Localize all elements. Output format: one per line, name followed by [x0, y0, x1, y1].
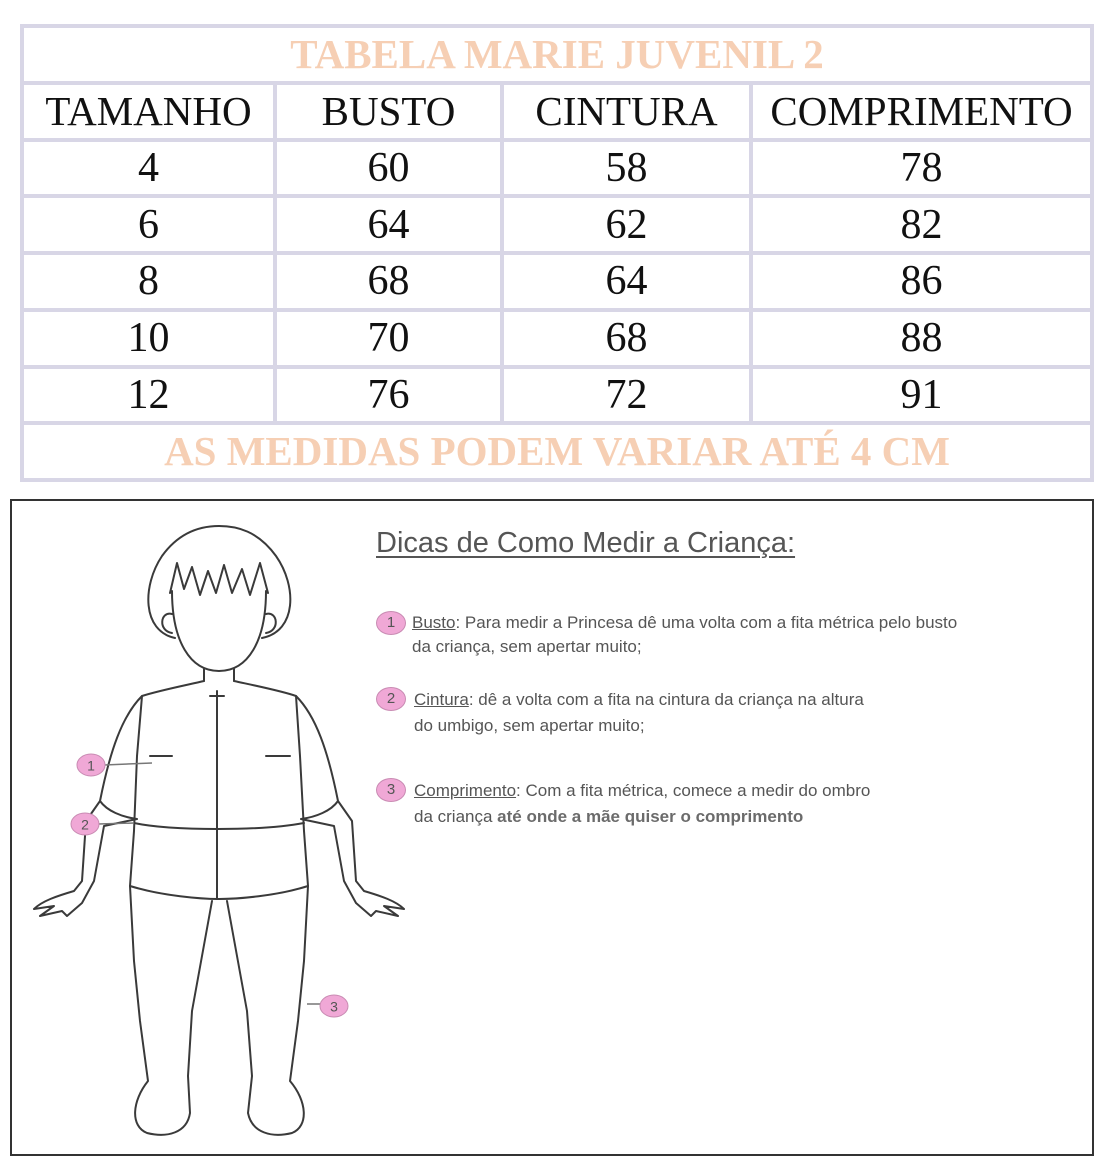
cell-busto: 70	[275, 310, 502, 367]
marker-1-number: 1	[87, 757, 95, 774]
leg-left	[130, 886, 212, 1135]
cell-tamanho: 6	[22, 196, 275, 253]
header-comprimento: COMPRIMENTO	[751, 83, 1092, 140]
cell-comprimento: 86	[751, 253, 1092, 310]
child-outline-illustration	[12, 501, 432, 1154]
cell-cintura: 72	[502, 367, 751, 424]
marker-1	[77, 754, 105, 776]
marker-3-number: 3	[330, 998, 338, 1015]
tip-text-start: da criança	[414, 807, 498, 826]
cell-busto: 68	[275, 253, 502, 310]
table-row	[22, 367, 1092, 424]
cell-comprimento: 88	[751, 310, 1092, 367]
tip-term: Comprimento	[414, 781, 517, 800]
tip-cintura	[376, 687, 864, 739]
table-header-row	[22, 83, 1092, 140]
tip-text: : Para medir a Princesa dê uma volta com a fita métrica pelo busto	[455, 613, 958, 632]
marker-2	[71, 813, 99, 835]
tip-text: : Com a fita métrica, comece a medir do ombro	[516, 781, 871, 800]
cell-comprimento: 91	[751, 367, 1092, 424]
header-tamanho: TAMANHO	[22, 83, 275, 140]
cell-cintura: 62	[502, 196, 751, 253]
cell-busto: 64	[275, 196, 502, 253]
tip-number-badge: 1	[376, 611, 406, 635]
cell-busto: 60	[275, 140, 502, 197]
marker-2-leader	[98, 823, 134, 824]
ear-left	[162, 614, 172, 633]
cell-comprimento: 82	[751, 196, 1092, 253]
tip-text-line2: da criança, sem apertar muito;	[412, 637, 642, 656]
cell-tamanho: 12	[22, 367, 275, 424]
tip-term: Busto	[412, 613, 456, 632]
table-title: TABELA MARIE JUVENIL 2	[22, 26, 1092, 83]
tip-line	[414, 687, 864, 713]
cell-cintura: 58	[502, 140, 751, 197]
table-footer-row	[22, 423, 1092, 480]
table-row	[22, 310, 1092, 367]
tip-term: Cintura	[414, 690, 469, 709]
cell-tamanho: 4	[22, 140, 275, 197]
tip-number-badge: 3	[376, 778, 406, 802]
cell-cintura: 64	[502, 253, 751, 310]
face-outline	[172, 591, 266, 671]
header-busto: BUSTO	[275, 83, 502, 140]
tip-text-line2: do umbigo, sem apertar muito;	[414, 716, 645, 735]
cell-tamanho: 8	[22, 253, 275, 310]
tip-line	[412, 611, 957, 635]
table-footer-note: AS MEDIDAS PODEM VARIAR ATÉ 4 CM	[22, 423, 1092, 480]
table-row	[22, 196, 1092, 253]
cell-tamanho: 10	[22, 310, 275, 367]
tip-comprimento	[376, 778, 870, 830]
bangs	[170, 563, 268, 595]
arm-left	[34, 696, 142, 916]
tip-text-line2	[414, 804, 870, 830]
cell-comprimento: 78	[751, 140, 1092, 197]
table-row	[22, 140, 1092, 197]
tip-number-badge: 2	[376, 687, 406, 711]
tip-text: : dê a volta com a fita na cintura da criança na altura	[468, 690, 864, 709]
leg-right	[227, 886, 308, 1135]
header-cintura: CINTURA	[502, 83, 751, 140]
marker-1-leader	[104, 763, 152, 765]
table-title-row	[22, 26, 1092, 83]
tip-line	[414, 778, 870, 804]
table-row	[22, 253, 1092, 310]
ear-right	[266, 614, 276, 633]
tip-text-bold: até onde a mãe quiser o comprimento	[497, 807, 804, 826]
guide-title: Dicas de Como Medir a Criança:	[376, 527, 796, 559]
measuring-guide	[10, 499, 1094, 1156]
size-table	[20, 24, 1094, 482]
cell-busto: 76	[275, 367, 502, 424]
marker-3	[320, 995, 348, 1017]
torso-outline	[130, 681, 308, 899]
cell-cintura: 68	[502, 310, 751, 367]
waist-line	[134, 823, 304, 829]
tip-busto	[376, 611, 957, 659]
marker-2-number: 2	[81, 816, 89, 833]
